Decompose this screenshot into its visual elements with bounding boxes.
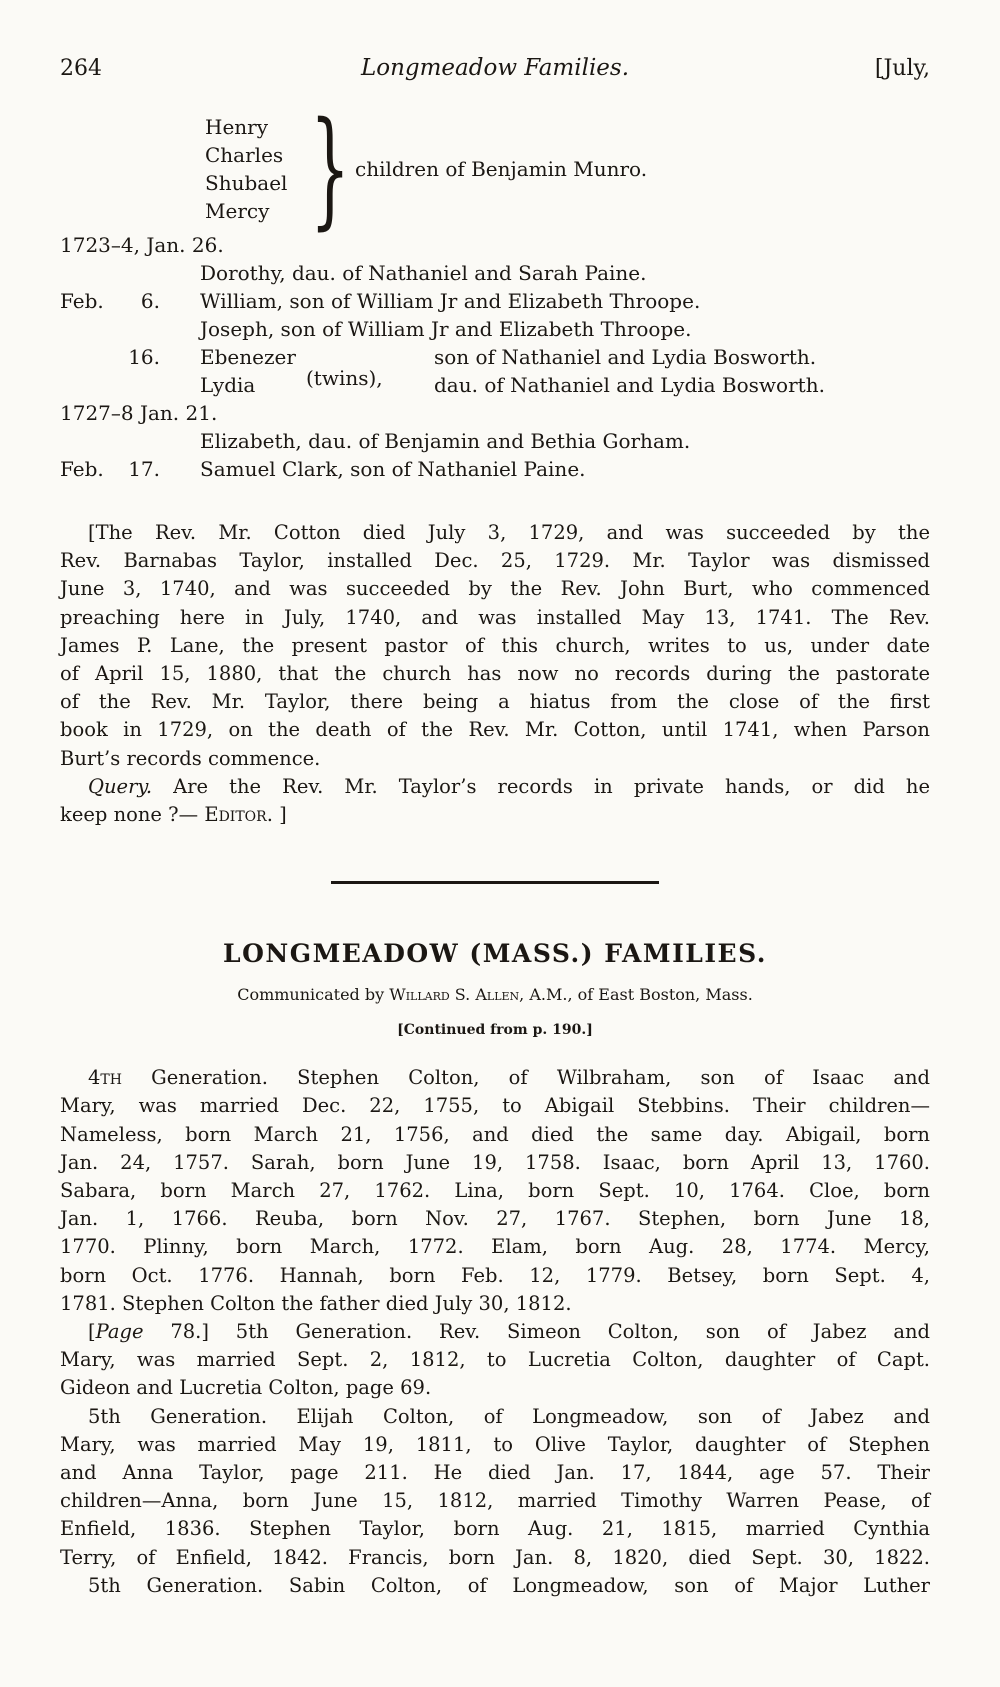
note-line: Rev. Barnabas Taylor, installed Dec. 25, 1729. Mr. Taylor was dismissed bbox=[60, 549, 930, 573]
paragraph-line: Jan. 24, 1757. Sarah, born June 19, 1758. Isaac, born April 13, 1760. bbox=[60, 1150, 930, 1174]
paragraph-line: Mary, was married May 19, 1811, to Olive Taylor, daughter of Stephen bbox=[60, 1432, 930, 1456]
byline-prefix: Communicated by bbox=[237, 985, 390, 1005]
munro-group-label: children of Benjamin Munro. bbox=[355, 157, 648, 181]
page-reference-word: Page bbox=[95, 1320, 144, 1344]
editor-signature: Editor. bbox=[204, 803, 273, 827]
record-day: 6. bbox=[140, 289, 160, 313]
record-row bbox=[60, 315, 930, 343]
paragraph-line: 1781. Stephen Colton the father died July 30, 1812. bbox=[60, 1291, 572, 1315]
record-date-line: 1727–8 Jan. 21. bbox=[60, 401, 218, 425]
query-text: keep none ?— bbox=[60, 803, 199, 827]
byline-author: Willard S. Allen bbox=[389, 985, 520, 1005]
record-month: Feb. bbox=[60, 457, 104, 481]
note-line: June 3, 1740, and was succeeded by the Rev. John Burt, who commenced bbox=[60, 577, 930, 601]
note-line: preaching here in July, 1740, and was installed May 13, 1741. The Rev. bbox=[60, 605, 930, 629]
paragraph-line: Sabara, born March 27, 1762. Lina, born Sept. 10, 1764. Cloe, born bbox=[60, 1179, 930, 1203]
munro-name: Shubael bbox=[205, 171, 288, 195]
record-day: 17. bbox=[128, 457, 160, 481]
baptism-records bbox=[60, 231, 930, 483]
record-row-twins bbox=[60, 343, 930, 399]
continued-note: [Continued from p. 190.] bbox=[397, 1022, 593, 1039]
generation-ordinal-suffix: th bbox=[100, 1066, 122, 1090]
bracket-open: [ bbox=[88, 1320, 96, 1344]
paragraph-line: and Anna Taylor, page 211. He died Jan. 17, 1844, age 57. Their bbox=[60, 1461, 930, 1485]
munro-name: Mercy bbox=[205, 199, 270, 223]
record-text: William, son of William Jr and Elizabeth Throope. bbox=[200, 289, 701, 313]
paragraph-line: Enfield, 1836. Stephen Taylor, born Aug. 21, 1815, married Cynthia bbox=[60, 1517, 930, 1541]
brace-glyph: } bbox=[309, 95, 351, 242]
genealogy-paragraph-elijah-colton bbox=[60, 1403, 930, 1572]
paragraph-line: Mary, was married Dec. 22, 1755, to Abigail Stebbins. Their children— bbox=[60, 1094, 930, 1118]
record-month: Feb. bbox=[60, 289, 104, 313]
record-row bbox=[60, 455, 930, 483]
paragraph-text: Generation. Stephen Colton, of Wilbraham, son of Isaac and bbox=[121, 1066, 930, 1090]
record-month bbox=[60, 427, 124, 455]
paragraph-line: Gideon and Lucretia Colton, page 69. bbox=[60, 1376, 432, 1400]
record-month bbox=[60, 259, 124, 287]
record-text: Elizabeth, dau. of Benjamin and Bethia Gorham. bbox=[200, 429, 691, 453]
record-month bbox=[60, 343, 124, 399]
page-header bbox=[60, 0, 930, 83]
paragraph-line: children—Anna, born June 15, 1812, married Timothy Warren Pease, of bbox=[60, 1489, 930, 1513]
paragraph-text: 78.] 5th Generation. Rev. Simeon Colton, son of Jabez and bbox=[143, 1320, 930, 1344]
twin-names bbox=[200, 343, 306, 399]
bracket-close: ] bbox=[279, 803, 287, 827]
record-text: Dorothy, dau. of Nathaniel and Sarah Paine. bbox=[200, 261, 647, 285]
note-line: James P. Lane, the present pastor of this church, writes to us, under date bbox=[60, 633, 930, 657]
munro-names bbox=[205, 113, 313, 225]
page-number: 264 bbox=[60, 56, 102, 81]
note-line: of April 15, 1880, that the church has now no records during the pastorate bbox=[60, 662, 930, 686]
note-line: book in 1729, on the death of the Rev. Mr. Cotton, until 1741, when Parson bbox=[60, 718, 930, 742]
record-day: 16. bbox=[128, 345, 160, 369]
paragraph-line bbox=[60, 1318, 930, 1346]
byline bbox=[60, 984, 930, 1006]
munro-name: Charles bbox=[205, 143, 284, 167]
munro-name: Henry bbox=[205, 115, 269, 139]
paragraph-line: Jan. 1, 1766. Reuba, born Nov. 27, 1767. Stephen, born June 18, bbox=[60, 1207, 930, 1231]
record-row bbox=[60, 287, 930, 315]
twin-text: son of Nathaniel and Lydia Bosworth. bbox=[434, 345, 817, 369]
section-heading: LONGMEADOW (MASS.) FAMILIES. bbox=[223, 939, 767, 969]
record-text: Samuel Clark, son of Nathaniel Paine. bbox=[200, 457, 586, 481]
record-row bbox=[60, 259, 930, 287]
paragraph-line: 5th Generation. Elijah Colton, of Longmeadow, son of Jabez and bbox=[88, 1404, 930, 1428]
running-title: Longmeadow Families. bbox=[360, 55, 630, 81]
record-date-line: 1723–4, Jan. 26. bbox=[60, 233, 224, 257]
query-line bbox=[60, 773, 930, 801]
twin-name: Lydia bbox=[200, 373, 256, 397]
twin-text: dau. of Nathaniel and Lydia Bosworth. bbox=[434, 373, 825, 397]
paragraph-line: Terry, of Enfield, 1842. Francis, born Jan. 8, 1820, died Sept. 30, 1822. bbox=[60, 1545, 930, 1569]
byline-suffix: , A.M., of East Boston, Mass. bbox=[519, 985, 753, 1005]
generation-number: 4 bbox=[88, 1066, 101, 1090]
issue-label: [July, bbox=[874, 56, 930, 81]
record-day bbox=[124, 427, 160, 455]
paragraph-line bbox=[60, 1064, 930, 1092]
note-line: of the Rev. Mr. Taylor, there being a hiatus from the close of the first bbox=[60, 690, 930, 714]
note-line: Burt’s records commence. bbox=[60, 746, 321, 770]
query-text: Are the Rev. Mr. Taylor’s records in private hands, or did he bbox=[173, 774, 931, 798]
query-line bbox=[60, 801, 930, 829]
record-text: Joseph, son of William Jr and Elizabeth Throope. bbox=[200, 317, 692, 341]
section-divider bbox=[331, 881, 659, 884]
paragraph-line: 1770. Plinny, born March, 1772. Elam, born Aug. 28, 1774. Mercy, bbox=[60, 1235, 930, 1259]
munro-children-group bbox=[205, 95, 930, 242]
record-day bbox=[124, 259, 160, 287]
twins-label: (twins), bbox=[306, 366, 383, 390]
twin-texts bbox=[434, 343, 825, 399]
record-day bbox=[124, 315, 160, 343]
genealogy-paragraph-sabin-colton bbox=[60, 1572, 930, 1600]
record-month bbox=[60, 315, 124, 343]
record-row bbox=[60, 427, 930, 455]
paragraph-line: born Oct. 1776. Hannah, born Feb. 12, 1779. Betsey, born Sept. 4, bbox=[60, 1263, 930, 1287]
paragraph-line: 5th Generation. Sabin Colton, of Longmeadow, son of Major Luther bbox=[88, 1573, 930, 1597]
twin-name: Ebenezer bbox=[200, 345, 296, 369]
paragraph-line: Mary, was married Sept. 2, 1812, to Lucretia Colton, daughter of Capt. bbox=[60, 1348, 930, 1372]
record-text bbox=[160, 343, 930, 399]
genealogy-paragraph-4th-generation bbox=[60, 1064, 930, 1318]
genealogy-paragraph-page-78 bbox=[60, 1318, 930, 1403]
editor-note bbox=[60, 519, 930, 829]
query-label: Query. bbox=[88, 774, 153, 798]
paragraph-line: Nameless, born March 21, 1756, and died the same day. Abigail, born bbox=[60, 1122, 930, 1146]
note-line: [The Rev. Mr. Cotton died July 3, 1729, and was succeeded by the bbox=[88, 521, 930, 544]
